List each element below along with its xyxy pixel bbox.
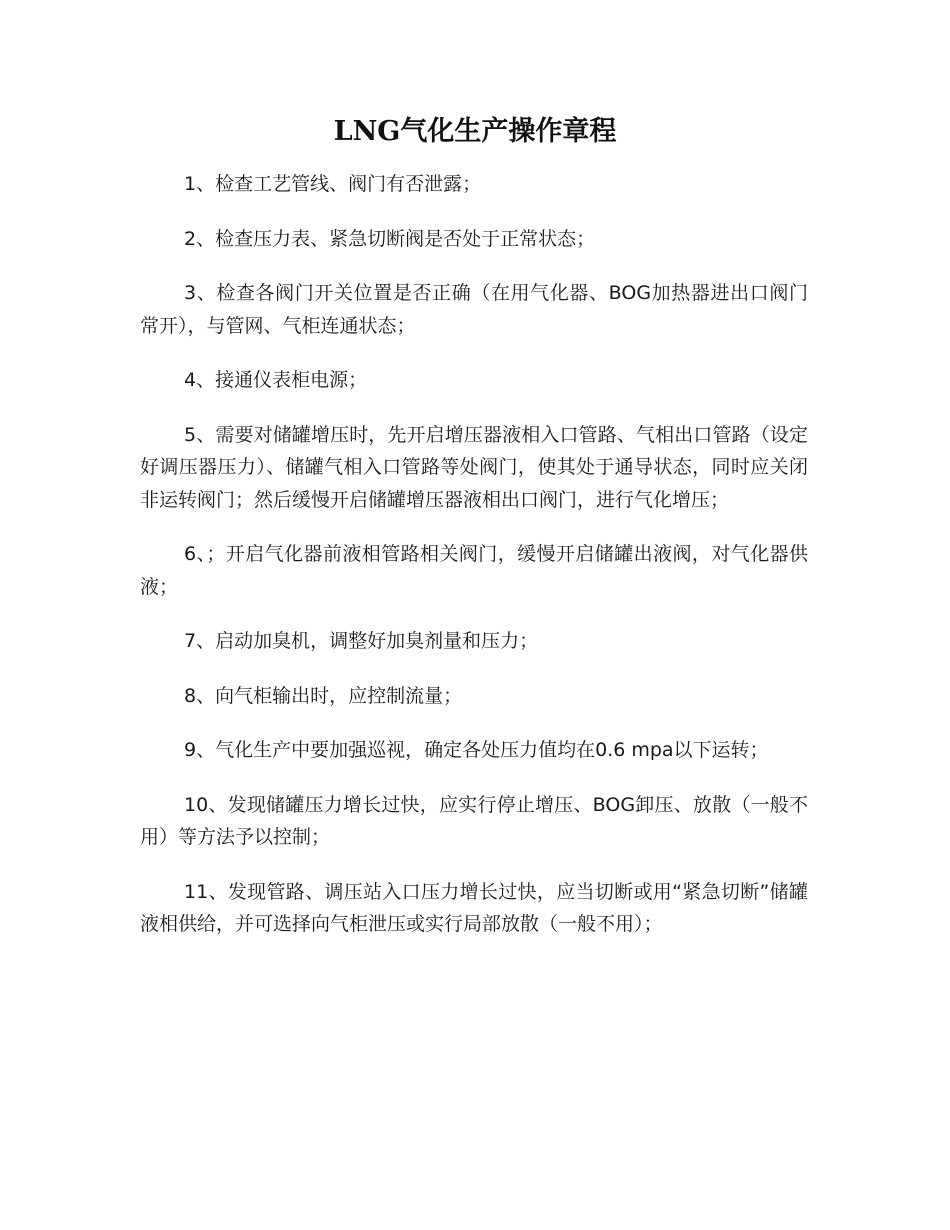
- step-11: 11、发现管路、调压站入口压力增长过快，应当切断或用“紧急切断”储罐液相供给，并可选择向气柜泄压或实行局部放散（一般不用）；: [140, 880, 808, 935]
- step-9: 9、气化生产中要加强巡视，确定各处压力值均在0.6 mpa以下运转；: [184, 739, 769, 761]
- document-body: [140, 168, 808, 963]
- document-title: LNG气化生产操作章程: [333, 116, 617, 147]
- step-1: 1、检查工艺管线、阀门有否泄露；: [184, 173, 482, 195]
- step-4: 4、接通仪表柜电源；: [184, 369, 368, 391]
- step-6: 6、；开启气化器前液相管路相关阀门，缓慢开启储罐出液阀，对气化器供液；: [140, 543, 808, 598]
- step-5: 5、需要对储罐增压时，先开启增压器液相入口管路、气相出口管路（设定好调压器压力）、储罐气相入口管路等处阀门，使其处于通导状态，同时应关闭非运转阀门；然后缓慢开启储罐增压器液相出口阀门，进行气化增压；: [140, 423, 808, 511]
- step-10: 10、发现储罐压力增长过快，应实行停止增压、BOG卸压、放散（一般不用）等方法予以控制；: [140, 793, 808, 848]
- step-2: 2、检查压力表、紧急切断阀是否处于正常状态；: [184, 227, 596, 250]
- step-7: 7、启动加臭机，调整好加臭剂量和压力；: [184, 630, 539, 652]
- step-3: 3、检查各阀门开关位置是否正确（在用气化器、BOG加热器进出口阀门常开），与管网、气柜连通状态；: [140, 282, 808, 337]
- step-8: 8、向气柜输出时，应控制流量；: [184, 684, 463, 707]
